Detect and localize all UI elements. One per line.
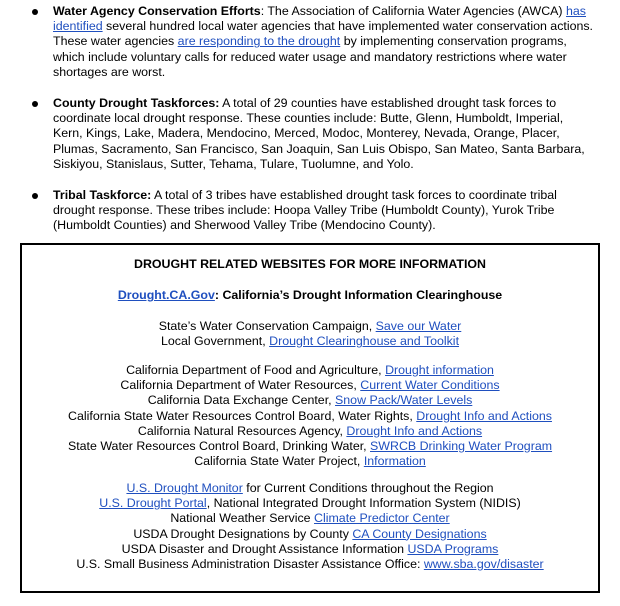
bullet-title: Water Agency Conservation Efforts: [53, 4, 261, 18]
save-our-water-link[interactable]: Save our Water: [375, 319, 462, 333]
bullet-water-agency: [0, 4, 620, 80]
link-row-text: California Data Exchange Center,: [147, 393, 336, 408]
bullet-dot-icon: [32, 101, 38, 107]
link-row-text: State Water Resources Control Board, Drinking Water,: [67, 438, 371, 453]
websites-box: [20, 243, 600, 593]
responding-to-drought-link[interactable]: are responding to the drought: [177, 34, 341, 49]
bullet-text: A total of 3 tribes have established drought task forces to coordinate tribal drought response. These tribes include: Hoopa Valley Tribe (Humboldt County), Yurok Tribe (Humboldt Counties) and Sherwood Valley Tribe (Mendocino County).: [53, 188, 557, 233]
link-group-state: [22, 319, 598, 349]
state-water-project-info-link[interactable]: Information: [363, 454, 426, 469]
bullet-text: A total of 29 counties have established drought task forces to coordinate local drought response. These counties include: Butte, Glenn, Humboldt, Imperial, Kern, Kings, Lake, Madera, Mendocino, Merced, Modoc, Monterey, Nevada, Orange, Placer, Plumas, Sacramento, San Francisco, San Joaquin, San Luis Obispo, San Mateo, Santa Barbara, Siskiyou, Stanislaus, Sutter, Tehama, Tulare, Tuolumne, and Yolo.: [53, 96, 585, 171]
drought-clearinghouse-link[interactable]: Drought Clearinghouse and Toolkit: [269, 334, 460, 349]
link-row: [22, 424, 598, 439]
drought-ca-gov-link[interactable]: Drought.CA.Gov: [117, 288, 215, 302]
bullet-text: several hundred local water agencies that have implemented water conservation actions. These water agencies: [53, 19, 594, 49]
link-group-california: [22, 363, 598, 469]
link-row-text: , National Integrated Drought Information System (NIDIS): [206, 496, 521, 511]
water-rights-drought-info-link[interactable]: Drought Info and Actions: [416, 408, 552, 423]
box-title: DROUGHT RELATED WEBSITES FOR MORE INFORMATION: [134, 257, 486, 271]
box-subtitle: [22, 288, 598, 303]
link-row-text: California Department of Water Resources,: [120, 378, 361, 393]
link-row: [22, 542, 598, 557]
bullet-text: : The Association of California Water Agencies (AWCA): [260, 4, 567, 18]
bullet-title: County Drought Taskforces:: [53, 96, 220, 111]
bullet-title: Tribal Taskforce:: [53, 188, 152, 203]
link-row: [22, 378, 598, 393]
bullet-text: by implementing conservation programs, which include voluntary calls for reduced water usage and mandatory restrictions where water shortages are worst.: [53, 34, 567, 79]
link-row: [22, 454, 598, 469]
bullet-dot-icon: [32, 9, 38, 15]
ca-county-designations-link[interactable]: CA County Designations: [352, 526, 487, 541]
link-row-text: for Current Conditions throughout the Region: [242, 481, 494, 495]
link-row: [22, 481, 598, 496]
swrcb-drinking-water-link[interactable]: SWRCB Drinking Water Program: [370, 438, 553, 453]
link-row-text: Local Government,: [160, 334, 270, 349]
link-row-text: U.S. Small Business Administration Disaster Assistance Office:: [76, 556, 424, 571]
bullet-list: [0, 0, 620, 234]
link-row: [22, 496, 598, 511]
link-row: [22, 439, 598, 454]
link-row: [22, 319, 598, 334]
usda-programs-link[interactable]: USDA Programs: [407, 541, 499, 556]
link-row: [22, 409, 598, 424]
us-drought-portal-link[interactable]: U.S. Drought Portal: [99, 496, 207, 511]
snow-pack-link[interactable]: Snow Pack/Water Levels: [335, 393, 473, 408]
climate-predictor-center-link[interactable]: Climate Predictor Center: [314, 511, 450, 526]
link-row-text: National Weather Service: [170, 511, 315, 526]
drought-information-link[interactable]: Drought information: [385, 363, 494, 377]
bullet-tribal-taskforce: [0, 188, 620, 234]
bullet-county-taskforces: [0, 96, 620, 172]
link-row-text: California Department of Food and Agriculture,: [126, 363, 386, 377]
sba-disaster-link[interactable]: www.sba.gov/disaster: [423, 556, 544, 571]
link-row: [22, 334, 598, 349]
link-row: [22, 363, 598, 378]
link-row-text: USDA Drought Designations by County: [133, 526, 353, 541]
link-row: [22, 511, 598, 526]
link-row-text: California State Water Project,: [194, 454, 364, 469]
link-row: [22, 527, 598, 542]
current-water-conditions-link[interactable]: Current Water Conditions: [360, 378, 500, 393]
link-row: [22, 393, 598, 408]
bullet-dot-icon: [32, 193, 38, 199]
box-subtitle-text: : California’s Drought Information Clearinghouse: [214, 288, 503, 302]
link-row-text: USDA Disaster and Drought Assistance Information: [121, 541, 408, 556]
link-row-text: California Natural Resources Agency,: [137, 423, 347, 438]
has-identified-link[interactable]: has identified: [53, 4, 586, 34]
link-row: [22, 557, 598, 572]
link-row-text: State’s Water Conservation Campaign,: [158, 319, 376, 333]
link-group-federal: [22, 481, 598, 572]
natural-resources-drought-info-link[interactable]: Drought Info and Actions: [346, 423, 483, 438]
link-row-text: California State Water Resources Control Board, Water Rights,: [68, 408, 417, 423]
us-drought-monitor-link[interactable]: U.S. Drought Monitor: [126, 481, 243, 495]
